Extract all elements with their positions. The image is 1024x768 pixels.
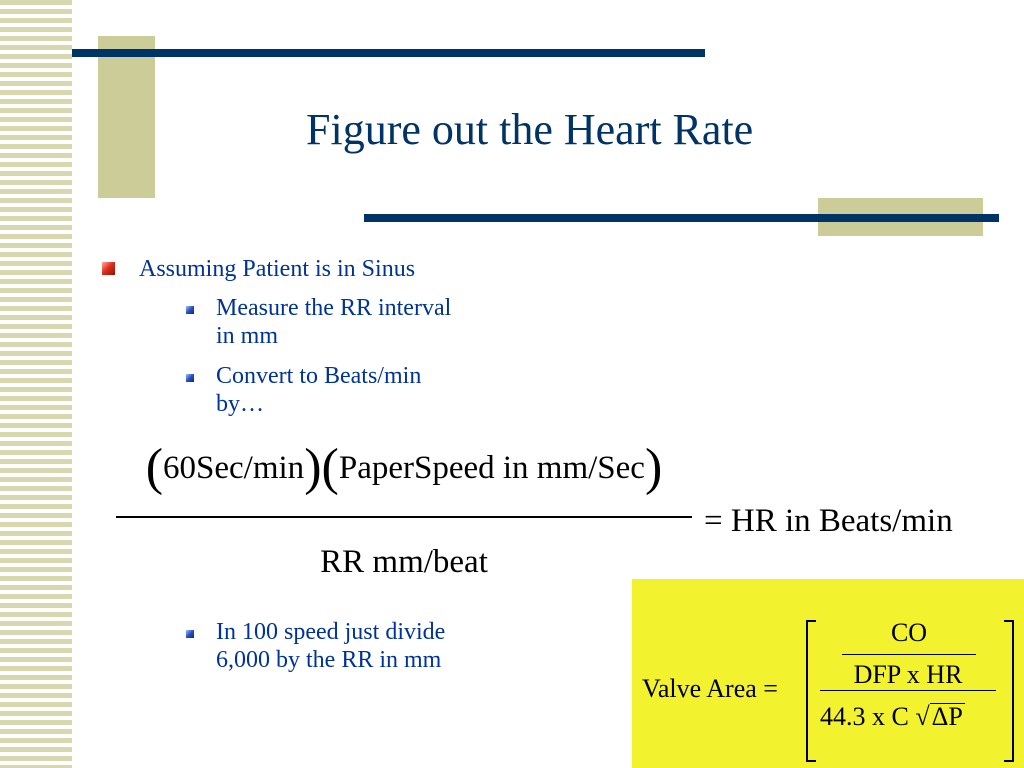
valve-denominator [820, 702, 965, 732]
right-bracket [1004, 620, 1014, 762]
valve-area-label: Valve Area = [642, 674, 778, 703]
equation-denominator: RR mm/beat [320, 544, 488, 580]
valve-constant: 44.3 x C [820, 702, 916, 731]
term-paper-speed: PaperSpeed in mm/Sec [338, 450, 645, 486]
valve-fraction-line-outer [820, 690, 996, 691]
term-60-sec-min: 60Sec/min [163, 450, 305, 486]
title-bar-bottom [364, 214, 999, 222]
equation-result: = HR in Beats/min [704, 503, 953, 539]
open-paren: ( [145, 439, 164, 496]
bullet-convert-line1: Convert to Beats/min [216, 363, 422, 389]
delta-p: ΔP [931, 702, 963, 731]
equation-numerator [116, 439, 692, 496]
bullet-measure-rr-line2: in mm [216, 323, 279, 349]
bullet-100-speed-line2: 6,000 by the RR in mm [216, 647, 442, 673]
sqrt-icon: √ [915, 702, 930, 731]
valve-fraction-line-inner [842, 654, 976, 655]
left-bracket [806, 620, 816, 762]
close-paren: ) [304, 439, 322, 496]
bullet-convert-line2: by… [216, 391, 264, 417]
red-square-bullet-icon [102, 262, 115, 275]
valve-dfp-hr: DFP x HR [853, 660, 963, 689]
bullet-measure-rr-line1: Measure the RR interval [216, 295, 452, 321]
open-paren: ( [321, 439, 339, 496]
blue-square-bullet-icon [186, 630, 194, 638]
tan-block-top [98, 36, 155, 198]
blue-square-bullet-icon [186, 306, 194, 314]
left-stripe-decoration [0, 0, 72, 768]
bullet-100-speed-line1: In 100 speed just divide [216, 619, 446, 645]
valve-numerator-co: CO [890, 618, 928, 647]
title-bar-top [72, 49, 705, 57]
slide-title: Figure out the Heart Rate [306, 105, 754, 154]
equation-fraction-line [116, 516, 692, 518]
close-paren: ) [644, 439, 663, 496]
bullet-assuming-sinus: Assuming Patient is in Sinus [139, 256, 416, 282]
blue-square-bullet-icon [186, 374, 194, 382]
